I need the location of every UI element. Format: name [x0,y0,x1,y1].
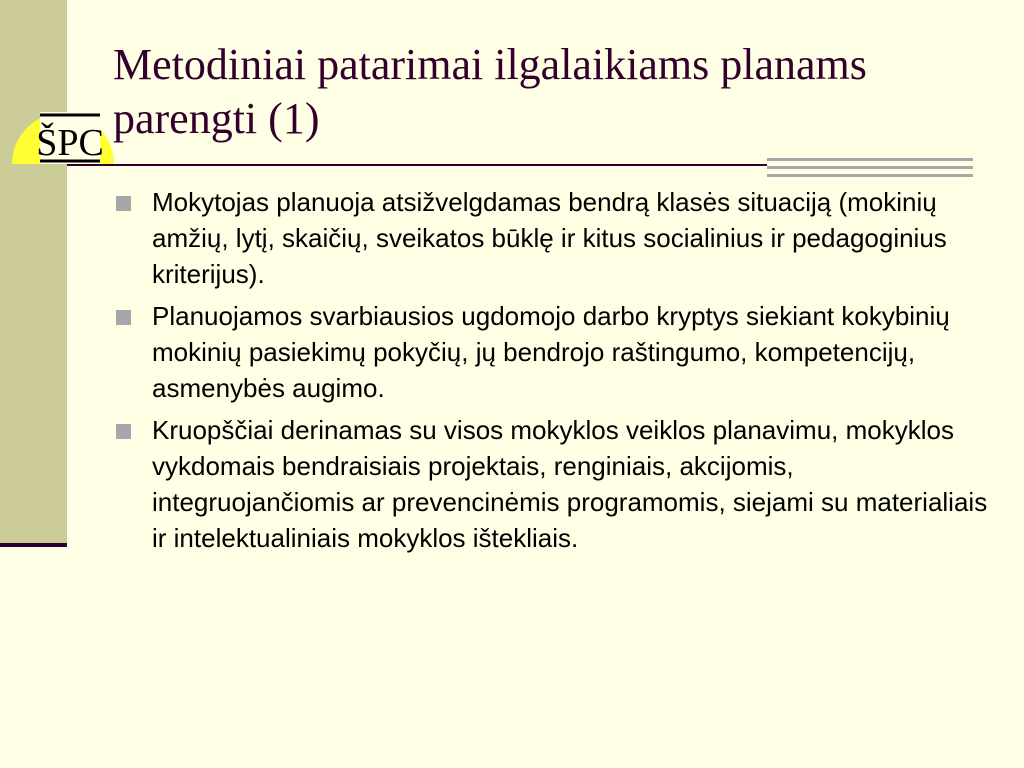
bullet-text: Kruopščiai derinamas su visos mokyklos veiklos planavimu, mokyklos vykdomais bendraisiais projektais, renginiais, akcijomis, integruojančiomis ar prevencinėmis programomis, siejami su materialiais ir intelektualiniais mokyklos ištekliais. [152,415,988,553]
bullet-square-icon [116,310,131,325]
bullet-list [113,184,993,562]
title-divider-line [67,164,767,166]
spc-logo-icon [10,98,120,170]
slide-title: Metodiniai patarimai ilgalaikiams planams parengti (1) [113,40,867,143]
bullet-square-icon [116,196,131,211]
left-band-underline [0,543,67,547]
accent-bar-middle [767,166,973,169]
bullet-text: Mokytojas planuoja atsižvelgdamas bendrą klasės situaciją (mokinių amžių, lytį, skaičių, sveikatos būklę ir kitus socialinius ir pedagoginius kriterijus). [152,187,947,289]
left-decorative-band [0,0,67,546]
bullet-text: Planuojamos svarbiausios ugdomojo darbo kryptys siekiant kokybinių mokinių pasiekimų pokyčių, jų bendrojo raštingumo, kompetencijų, asmenybės augimo. [152,301,950,403]
accent-bar-bottom [767,174,973,177]
bullet-square-icon [116,424,131,439]
bullet-item [113,298,993,406]
accent-bar-top [767,158,973,161]
svg-text:ŠPC: ŠPC [36,122,104,164]
bullet-item [113,184,993,292]
bullet-item [113,412,993,556]
